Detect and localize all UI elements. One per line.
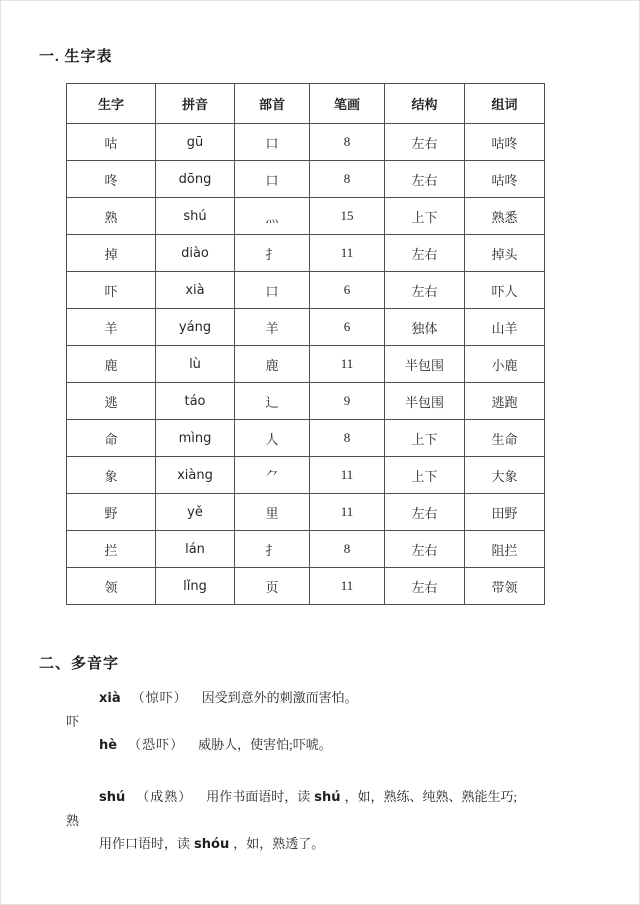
entry-text: ，如，熟透了。 [233, 836, 325, 851]
table-row [67, 383, 545, 420]
table-cell-radical: 口 [235, 161, 310, 198]
entry-text: 用作书面语时，读 [206, 789, 311, 804]
table-cell-radical: 扌 [235, 235, 310, 272]
table-cell-strokes: 9 [310, 383, 385, 420]
table-row [67, 124, 545, 161]
table-cell-char: 领 [67, 568, 156, 605]
table-row [67, 272, 545, 309]
polyphone-entry [99, 733, 639, 757]
table-row [67, 494, 545, 531]
table-cell-strokes: 11 [310, 568, 385, 605]
table-cell-radical: 口 [235, 272, 310, 309]
table-cell-char: 野 [67, 494, 156, 531]
table-cell-char: 羊 [67, 309, 156, 346]
table-row [67, 235, 545, 272]
table-cell-pinyin: lán [156, 531, 235, 568]
header-cell-radical: 部首 [235, 84, 310, 124]
table-cell-radical: 灬 [235, 198, 310, 235]
pinyin-label: hè [99, 738, 118, 753]
polyphone-entry [99, 832, 639, 856]
vocab-table-body [67, 124, 545, 605]
entry-text: 因受到意外的刺激而害怕。 [201, 690, 358, 705]
table-row [67, 568, 545, 605]
table-cell-pinyin: shú [156, 198, 235, 235]
table-cell-pinyin: xiàng [156, 457, 235, 494]
paren-gloss: （成熟） [136, 789, 193, 804]
table-row [67, 531, 545, 568]
table-cell-char: 逃 [67, 383, 156, 420]
table-header-row [67, 84, 545, 124]
entry-text: ，如，熟练、纯熟、熟能生巧; [344, 789, 518, 804]
table-cell-word: 大象 [465, 457, 545, 494]
table-cell-strokes: 8 [310, 161, 385, 198]
table-cell-structure: 上下 [385, 420, 465, 457]
table-cell-word: 山羊 [465, 309, 545, 346]
table-cell-pinyin: lǐng [156, 568, 235, 605]
table-cell-radical: 羊 [235, 309, 310, 346]
table-cell-radical: 辶 [235, 383, 310, 420]
header-cell-char: 生字 [67, 84, 156, 124]
table-cell-char: 咚 [67, 161, 156, 198]
table-cell-strokes: 8 [310, 531, 385, 568]
table-cell-word: 田野 [465, 494, 545, 531]
table-cell-structure: 左右 [385, 568, 465, 605]
table-cell-structure: 左右 [385, 272, 465, 309]
table-row [67, 457, 545, 494]
entry-text: 用作口语时，读 [99, 836, 191, 851]
table-cell-pinyin: diào [156, 235, 235, 272]
table-cell-radical: 鹿 [235, 346, 310, 383]
table-cell-structure: 半包围 [385, 383, 465, 420]
paren-gloss: （恐吓） [128, 737, 185, 752]
table-cell-word: 逃跑 [465, 383, 545, 420]
entry-text: 威胁人，使害怕;吓唬。 [198, 737, 332, 752]
table-cell-word: 掉头 [465, 235, 545, 272]
table-cell-structure: 半包围 [385, 346, 465, 383]
table-cell-radical: ⺈ [235, 457, 310, 494]
table-cell-char: 熟 [67, 198, 156, 235]
table-row [67, 198, 545, 235]
table-cell-pinyin: mìng [156, 420, 235, 457]
table-cell-word: 熟悉 [465, 198, 545, 235]
polyphone-group-shu [1, 785, 639, 856]
table-row [67, 346, 545, 383]
table-cell-strokes: 8 [310, 420, 385, 457]
table-cell-radical: 里 [235, 494, 310, 531]
header-cell-pinyin: 拼音 [156, 84, 235, 124]
table-cell-strokes: 6 [310, 309, 385, 346]
table-cell-strokes: 11 [310, 346, 385, 383]
table-row [67, 309, 545, 346]
header-cell-word: 组词 [465, 84, 545, 124]
table-cell-word: 带领 [465, 568, 545, 605]
table-row [67, 420, 545, 457]
header-cell-strokes: 笔画 [310, 84, 385, 124]
table-cell-strokes: 15 [310, 198, 385, 235]
table-cell-strokes: 11 [310, 494, 385, 531]
table-cell-structure: 上下 [385, 457, 465, 494]
table-cell-char: 鹿 [67, 346, 156, 383]
table-cell-word: 小鹿 [465, 346, 545, 383]
table-cell-radical: 扌 [235, 531, 310, 568]
table-cell-strokes: 11 [310, 235, 385, 272]
table-cell-structure: 左右 [385, 235, 465, 272]
table-cell-word: 阻拦 [465, 531, 545, 568]
table-cell-char: 吓 [67, 272, 156, 309]
polyphone-group-xia [1, 686, 639, 757]
table-cell-pinyin: lù [156, 346, 235, 383]
table-cell-strokes: 11 [310, 457, 385, 494]
table-cell-pinyin: yáng [156, 309, 235, 346]
polyphone-char: 吓 [66, 714, 80, 729]
table-cell-structure: 左右 [385, 124, 465, 161]
polyphone-entry [99, 686, 639, 710]
table-cell-pinyin: dōng [156, 161, 235, 198]
section2-title: 二、多音字 [39, 656, 120, 672]
table-cell-structure: 左右 [385, 161, 465, 198]
table-cell-char: 象 [67, 457, 156, 494]
pinyin-inline: shóu [194, 837, 230, 852]
table-cell-word: 咕咚 [465, 161, 545, 198]
paren-gloss: （惊吓） [131, 690, 188, 705]
polyphone-char: 熟 [66, 813, 80, 828]
table-cell-structure: 上下 [385, 198, 465, 235]
table-cell-strokes: 6 [310, 272, 385, 309]
table-cell-pinyin: xià [156, 272, 235, 309]
polyphone-entry [99, 785, 639, 809]
table-cell-radical: 人 [235, 420, 310, 457]
pinyin-label: shú [99, 790, 126, 805]
vocab-table [66, 83, 545, 605]
table-cell-char: 咕 [67, 124, 156, 161]
table-cell-radical: 页 [235, 568, 310, 605]
table-cell-word: 生命 [465, 420, 545, 457]
table-cell-pinyin: yě [156, 494, 235, 531]
table-cell-char: 拦 [67, 531, 156, 568]
pinyin-label: xià [99, 691, 121, 706]
table-cell-char: 命 [67, 420, 156, 457]
table-cell-strokes: 8 [310, 124, 385, 161]
table-cell-pinyin: gū [156, 124, 235, 161]
table-cell-structure: 左右 [385, 494, 465, 531]
table-cell-radical: 口 [235, 124, 310, 161]
header-cell-structure: 结构 [385, 84, 465, 124]
pinyin-inline: shú [314, 790, 341, 805]
table-cell-structure: 独体 [385, 309, 465, 346]
table-cell-word: 吓人 [465, 272, 545, 309]
table-cell-structure: 左右 [385, 531, 465, 568]
table-cell-char: 掉 [67, 235, 156, 272]
table-cell-word: 咕咚 [465, 124, 545, 161]
table-row [67, 161, 545, 198]
section1-title: 一. 生字表 [39, 49, 113, 65]
table-cell-pinyin: táo [156, 383, 235, 420]
